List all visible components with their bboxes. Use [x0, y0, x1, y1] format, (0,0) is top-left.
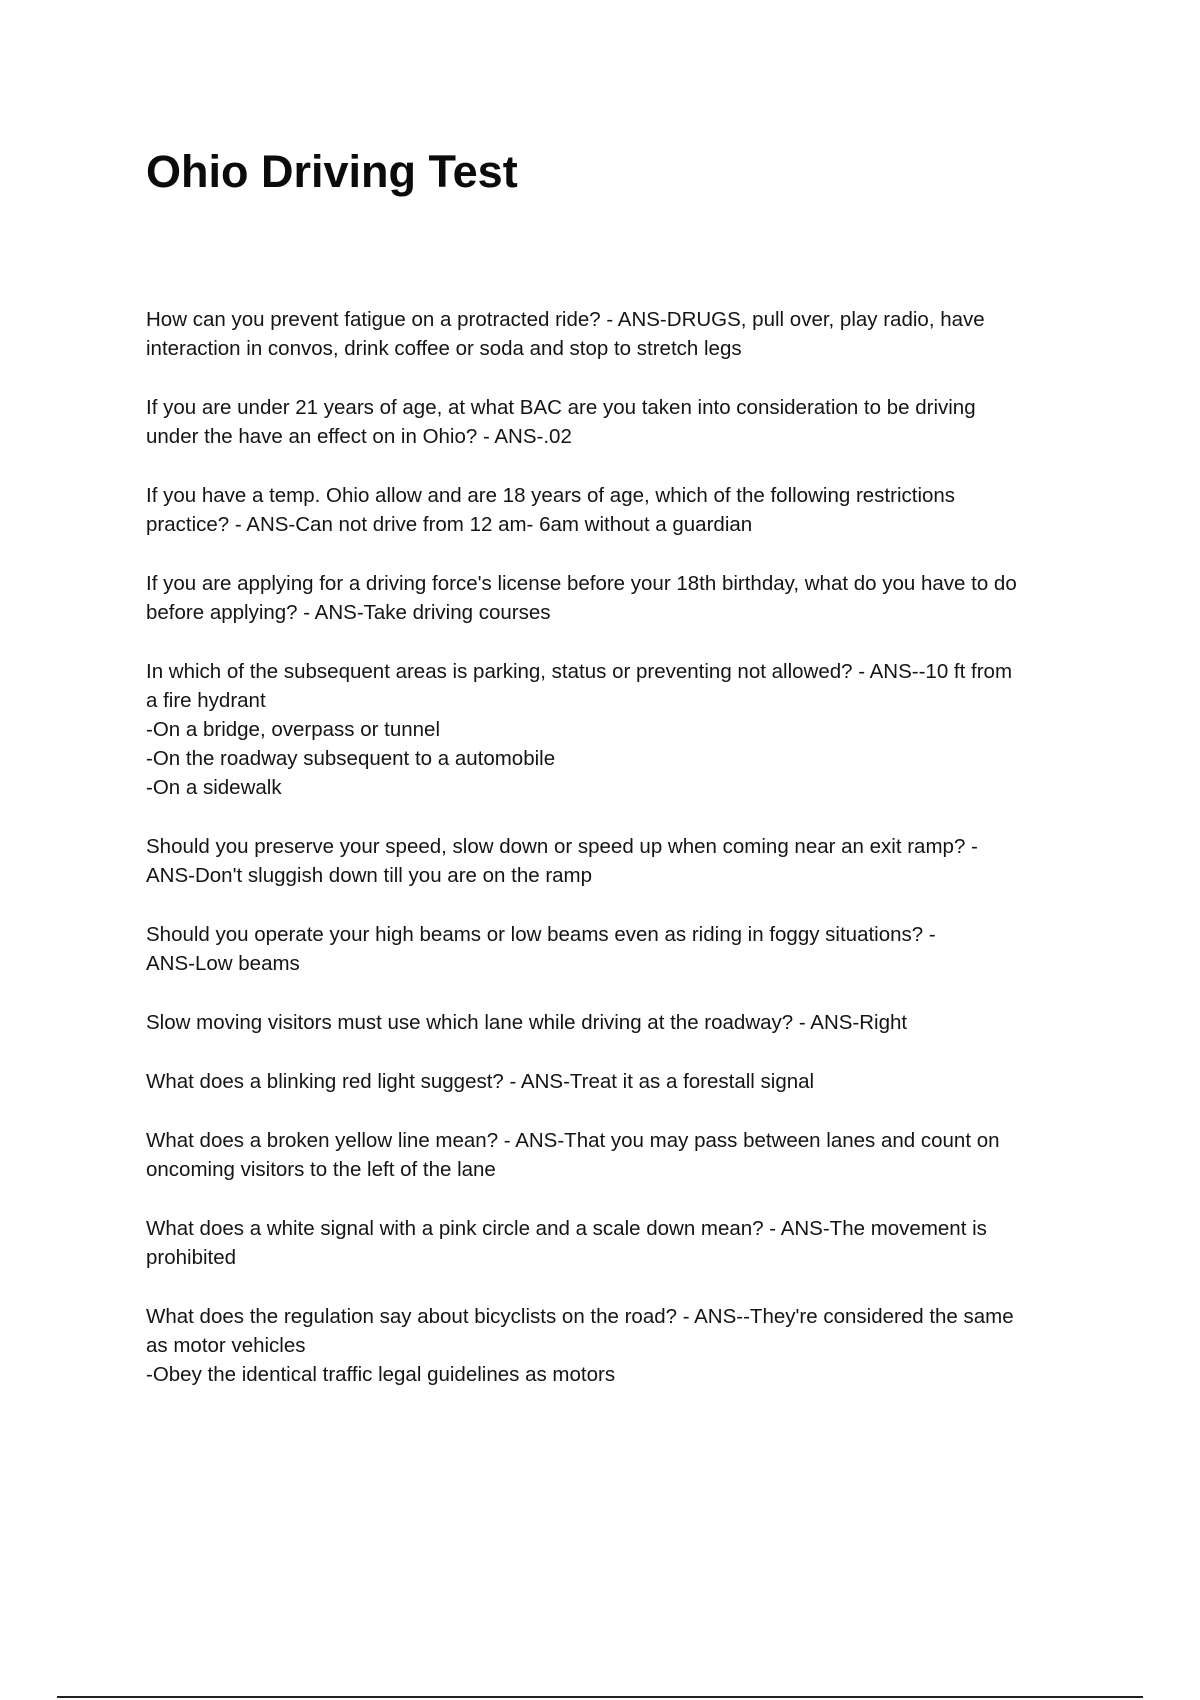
qa-item — [146, 1008, 1096, 1037]
qa-line: How can you prevent fatigue on a protracted ride? - ANS-DRUGS, pull over, play radio, have — [146, 308, 985, 331]
qa-line: interaction in convos, drink coffee or soda and stop to stretch legs — [146, 337, 742, 360]
qa-item — [146, 481, 1096, 539]
document-title: Ohio Driving Test — [146, 146, 518, 197]
qa-item — [146, 1302, 1096, 1389]
qa-item — [146, 393, 1096, 451]
qa-line: -On a sidewalk — [146, 776, 282, 799]
qa-line: What does a white signal with a pink circle and a scale down mean? - ANS-The movement is — [146, 1217, 987, 1240]
qa-item — [146, 1214, 1096, 1272]
qa-line: before applying? - ANS-Take driving courses — [146, 601, 551, 624]
qa-line: In which of the subsequent areas is parking, status or preventing not allowed? - ANS--10 ft from — [146, 660, 1013, 683]
qa-item — [146, 832, 1096, 890]
qa-line: ANS-Low beams — [146, 952, 300, 975]
qa-line: under the have an effect on in Ohio? - ANS-.02 — [146, 425, 572, 448]
qa-line: What does a blinking red light suggest? - ANS-Treat it as a forestall signal — [146, 1070, 815, 1093]
qa-item — [146, 569, 1096, 627]
qa-line: -On the roadway subsequent to a automobile — [146, 747, 556, 770]
qa-line: If you have a temp. Ohio allow and are 18 years of age, which of the following restrictions — [146, 484, 956, 507]
qa-line: Should you preserve your speed, slow down or speed up when coming near an exit ramp? - — [146, 835, 978, 858]
qa-item — [146, 305, 1096, 363]
qa-line: as motor vehicles — [146, 1334, 306, 1357]
qa-line: Slow moving visitors must use which lane while driving at the roadway? - ANS-Right — [146, 1011, 908, 1034]
footer-divider — [57, 1696, 1143, 1698]
qa-item — [146, 657, 1096, 802]
qa-list — [146, 305, 1096, 1419]
qa-line: -Obey the identical traffic legal guidelines as motors — [146, 1363, 616, 1386]
qa-line: -On a bridge, overpass or tunnel — [146, 718, 440, 741]
qa-line: practice? - ANS-Can not drive from 12 am- 6am without a guardian — [146, 513, 753, 536]
qa-line: What does the regulation say about bicyclists on the road? - ANS--They're considered the same — [146, 1305, 1014, 1328]
qa-line: Should you operate your high beams or low beams even as riding in foggy situations? - — [146, 923, 936, 946]
qa-line: a fire hydrant — [146, 689, 266, 712]
qa-line: If you are applying for a driving force's license before your 18th birthday, what do you have to do — [146, 572, 1017, 595]
qa-line: ANS-Don't sluggish down till you are on the ramp — [146, 864, 593, 887]
qa-item — [146, 1126, 1096, 1184]
qa-item — [146, 920, 1096, 978]
qa-line: If you are under 21 years of age, at what BAC are you taken into consideration to be driving — [146, 396, 976, 419]
qa-line: prohibited — [146, 1246, 237, 1269]
qa-item — [146, 1067, 1096, 1096]
qa-line: What does a broken yellow line mean? - ANS-That you may pass between lanes and count on — [146, 1129, 1000, 1152]
qa-line: oncoming visitors to the left of the lane — [146, 1158, 496, 1181]
